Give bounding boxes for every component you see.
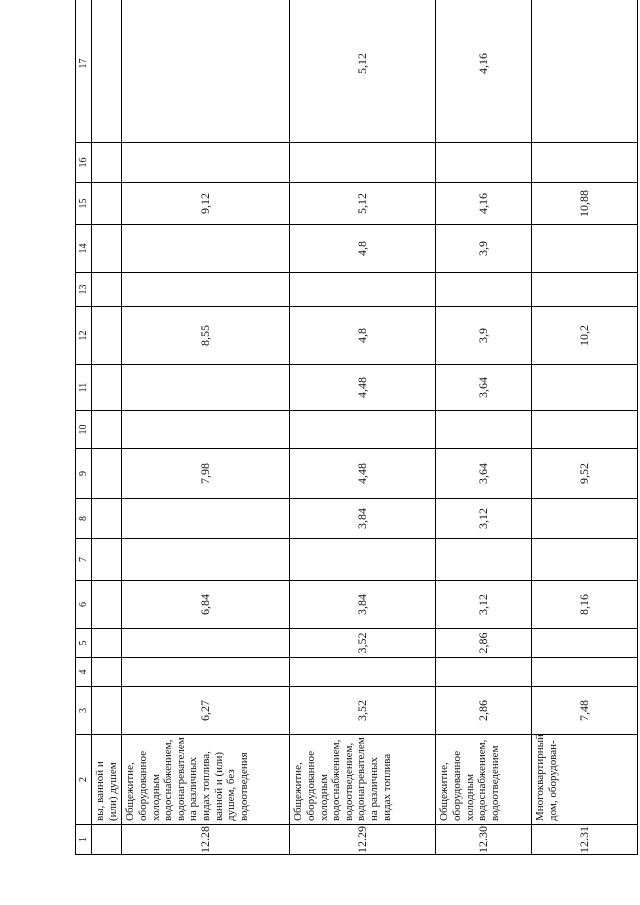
row-description-cell: Общежитие, оборудованное холодным водоснабжением, водоотведением xyxy=(436,735,532,825)
value-cell: 6,84 xyxy=(122,581,290,629)
value-cell xyxy=(122,143,290,183)
column-number-cell: 12 xyxy=(76,307,92,365)
table-row xyxy=(290,0,436,855)
tariff-table xyxy=(75,0,638,855)
value-cell xyxy=(436,143,532,183)
row-code-cell xyxy=(92,825,122,855)
table-row xyxy=(122,0,290,855)
value-cell: 3,84 xyxy=(290,499,436,539)
column-number-cell: 1 xyxy=(76,825,92,855)
value-cell xyxy=(436,539,532,581)
column-number-cell: 8 xyxy=(76,499,92,539)
value-cell: 3,52 xyxy=(290,687,436,735)
value-cell: 3,12 xyxy=(436,499,532,539)
column-number-cell: 14 xyxy=(76,225,92,273)
row-code-cell: 12.30 xyxy=(436,825,532,855)
column-number-row xyxy=(76,0,92,855)
row-description-cell: вы, ванной и (или) душем xyxy=(92,735,122,825)
value-cell xyxy=(122,539,290,581)
value-cell: 9,52 xyxy=(532,449,638,499)
value-cell xyxy=(92,539,122,581)
value-cell xyxy=(92,183,122,225)
value-cell xyxy=(92,629,122,658)
value-cell xyxy=(122,0,290,143)
value-cell xyxy=(122,499,290,539)
value-cell xyxy=(532,225,638,273)
value-cell: 2,86 xyxy=(436,687,532,735)
column-number-cell: 4 xyxy=(76,658,92,687)
column-number-cell: 5 xyxy=(76,629,92,658)
value-cell: 4,8 xyxy=(290,225,436,273)
value-cell xyxy=(92,658,122,687)
column-number-cell: 13 xyxy=(76,273,92,307)
value-cell xyxy=(290,411,436,449)
table-row xyxy=(532,0,638,855)
value-cell xyxy=(122,629,290,658)
row-code-cell: 12.29 xyxy=(290,825,436,855)
table-row xyxy=(436,0,532,855)
value-cell: 3,52 xyxy=(290,629,436,658)
rotated-table-container xyxy=(75,35,615,855)
value-cell xyxy=(532,365,638,411)
row-description-cell: Общежитие, оборудованное холодным водоснабжением, водоотведением, водонагревателем на различных видах топлива xyxy=(290,735,436,825)
column-number-cell: 7 xyxy=(76,539,92,581)
value-cell xyxy=(92,273,122,307)
row-code-cell: 12.28 xyxy=(122,825,290,855)
value-cell xyxy=(532,411,638,449)
value-cell xyxy=(122,658,290,687)
value-cell xyxy=(122,411,290,449)
column-number-cell: 3 xyxy=(76,687,92,735)
value-cell xyxy=(92,143,122,183)
table-row xyxy=(92,0,122,855)
value-cell xyxy=(92,687,122,735)
value-cell: 8,16 xyxy=(532,581,638,629)
value-cell xyxy=(532,658,638,687)
value-cell xyxy=(532,539,638,581)
value-cell xyxy=(532,143,638,183)
value-cell xyxy=(532,499,638,539)
value-cell: 7,48 xyxy=(532,687,638,735)
column-number-cell: 6 xyxy=(76,581,92,629)
row-description-cell: Общежитие, оборудованное холодным водоснабжением, водонагревателем на различных видах топлива, ванной и (или) душем, без водоотведения xyxy=(122,735,290,825)
value-cell: 4,48 xyxy=(290,365,436,411)
value-cell xyxy=(436,658,532,687)
value-cell: 7,98 xyxy=(122,449,290,499)
value-cell xyxy=(122,365,290,411)
value-cell: 5,12 xyxy=(290,0,436,143)
value-cell xyxy=(290,658,436,687)
value-cell xyxy=(532,273,638,307)
column-number-cell: 10 xyxy=(76,411,92,449)
value-cell: 3,12 xyxy=(436,581,532,629)
value-cell: 3,9 xyxy=(436,307,532,365)
value-cell xyxy=(92,411,122,449)
row-description-cell: Многоквартирный дом, оборудован- xyxy=(532,735,638,825)
column-number-cell: 2 xyxy=(76,735,92,825)
value-cell xyxy=(532,629,638,658)
value-cell xyxy=(92,0,122,143)
value-cell xyxy=(290,143,436,183)
value-cell xyxy=(122,225,290,273)
value-cell xyxy=(92,499,122,539)
value-cell xyxy=(532,0,638,143)
column-number-cell: 9 xyxy=(76,449,92,499)
value-cell: 4,16 xyxy=(436,183,532,225)
value-cell xyxy=(92,581,122,629)
value-cell: 2,86 xyxy=(436,629,532,658)
value-cell: 10,2 xyxy=(532,307,638,365)
value-cell: 4,48 xyxy=(290,449,436,499)
value-cell: 3,64 xyxy=(436,365,532,411)
value-cell xyxy=(92,365,122,411)
column-number-cell: 15 xyxy=(76,183,92,225)
row-code-cell: 12.31 xyxy=(532,825,638,855)
value-cell: 3,9 xyxy=(436,225,532,273)
value-cell: 3,64 xyxy=(436,449,532,499)
value-cell: 5,12 xyxy=(290,183,436,225)
column-number-cell: 16 xyxy=(76,143,92,183)
value-cell xyxy=(290,273,436,307)
value-cell: 8,55 xyxy=(122,307,290,365)
value-cell xyxy=(436,273,532,307)
value-cell xyxy=(122,273,290,307)
value-cell xyxy=(92,225,122,273)
value-cell xyxy=(92,307,122,365)
value-cell: 9,12 xyxy=(122,183,290,225)
value-cell xyxy=(290,539,436,581)
column-number-cell: 11 xyxy=(76,365,92,411)
value-cell xyxy=(92,449,122,499)
column-number-cell: 17 xyxy=(76,0,92,143)
value-cell xyxy=(436,411,532,449)
value-cell: 10,88 xyxy=(532,183,638,225)
value-cell: 6,27 xyxy=(122,687,290,735)
value-cell: 4,8 xyxy=(290,307,436,365)
value-cell: 4,16 xyxy=(436,0,532,143)
value-cell: 3,84 xyxy=(290,581,436,629)
